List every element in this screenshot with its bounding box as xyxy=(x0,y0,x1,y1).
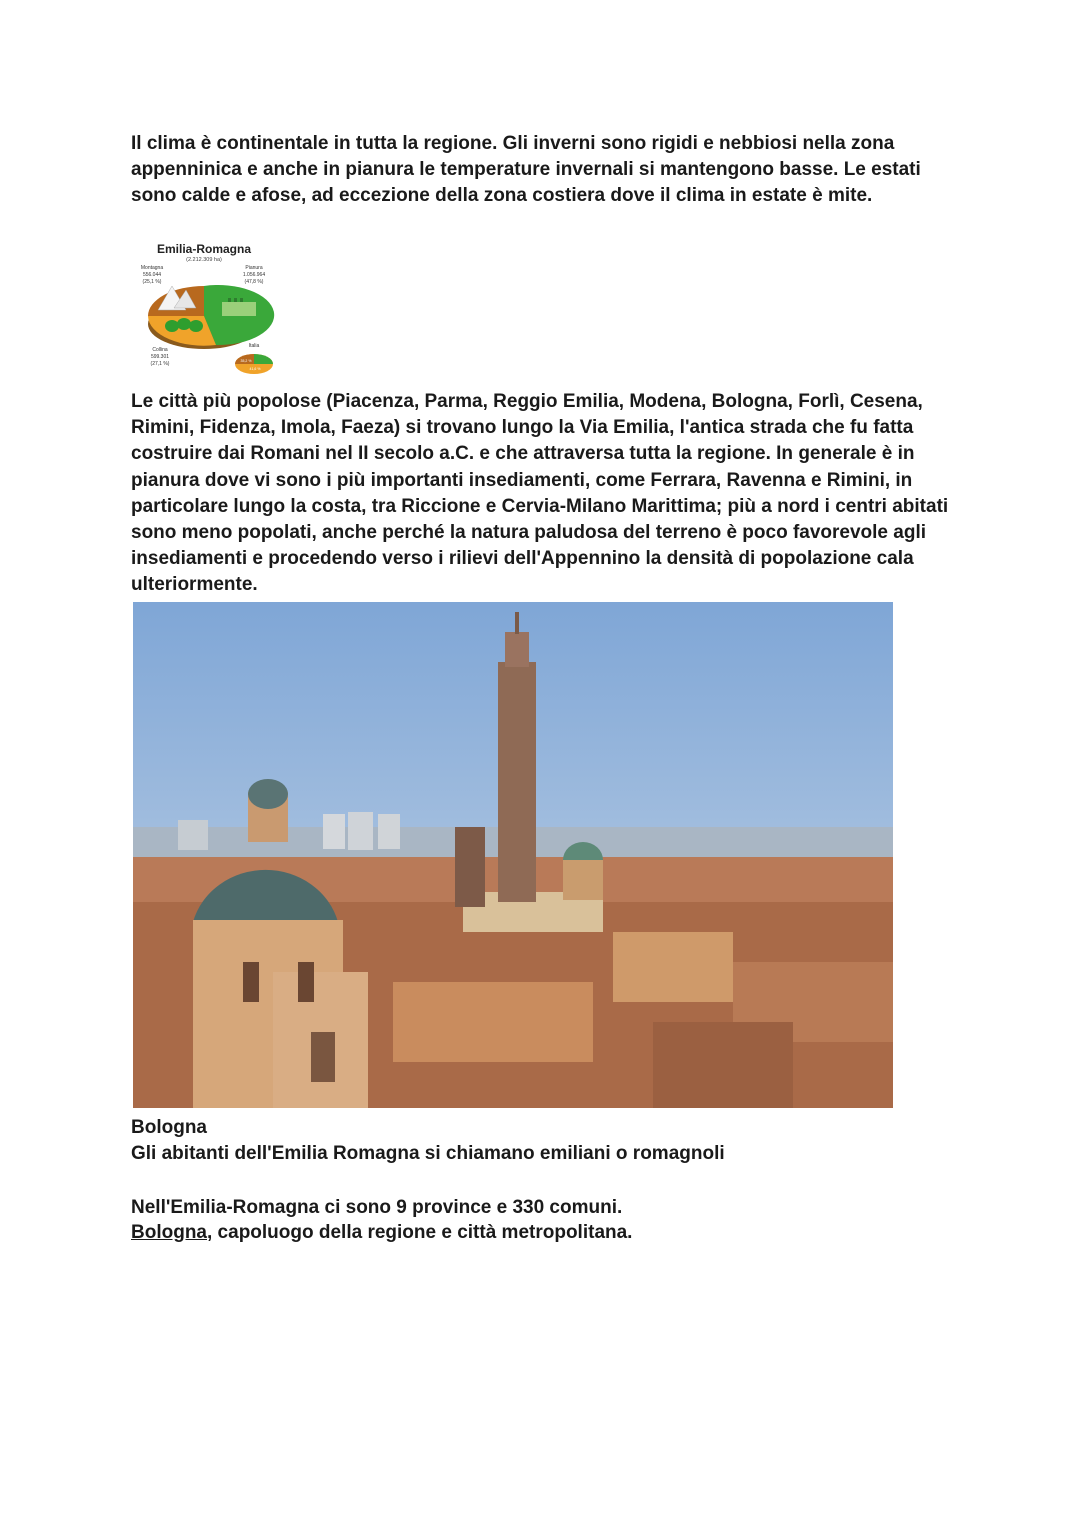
climate-paragraph: Il clima è continentale in tutta la regione. Gli inverni sono rigidi e nebbiosi nella zona appenninica e anche in pianura le temperature invernali si mantengono basse. Le estati sono calde e afose, ad eccezione della zona costiera dove il clima in estate è mite. xyxy=(131,133,921,207)
italy-inset-pie xyxy=(235,354,273,374)
bologna-photo xyxy=(133,602,893,1108)
slice-percent-pianura: (47,8 %) xyxy=(244,279,264,285)
slice-label-pianura: Pianura xyxy=(245,265,263,271)
slice-percent-collina: (27,1 %) xyxy=(150,361,170,367)
photo-caption: Bologna xyxy=(131,1117,207,1138)
slice-value-collina: 599.301 xyxy=(150,354,170,360)
slice-label-collina: Collina xyxy=(152,347,168,353)
slice-value-pianura: 1.056.964 xyxy=(242,272,266,278)
slice-percent-montagna: (25,1 %) xyxy=(142,279,162,285)
chart-title: Emilia-Romagna xyxy=(156,242,252,256)
provinces-text: Nell'Emilia-Romagna ci sono 9 province e 330 comuni. xyxy=(131,1197,623,1218)
slice-label-montagna: Montagna xyxy=(140,265,164,271)
cities-paragraph: Le città più popolose (Piacenza, Parma, Reggio Emilia, Modena, Bologna, Forlì, Cesena, Rimini, Fidenza, Imola, Faeza) si trovano lungo la Via Emilia, l'antica strada che fu fatta costruire dai Romani nel II secolo a.C. e che attraversa tutta la regione. In generale è in pianura dove vi sono i più importanti insediamenti, come Ferrara, Ravenna e Rimini, in particolare lungo la costa, tra Riccione e Cervia-Milano Marittima; più a nord i centri abitati sono meno popolati, anche perché la natura paludosa del terreno è poco favorevole agli insediamenti e procedendo verso i rilievi dell'Appennino la densità di popolazione cala ulteriormente. xyxy=(131,391,949,596)
chart-subtitle: (2.212.309 ha) xyxy=(186,257,222,263)
capital-text xyxy=(131,1221,632,1245)
land-use-pie-chart xyxy=(136,240,282,376)
inset-value-2: 41,6 % xyxy=(249,367,261,371)
inset-label: Italia xyxy=(248,343,260,349)
slice-value-montagna: 556.044 xyxy=(142,272,162,278)
bologna-link[interactable]: Bologna, xyxy=(131,1222,213,1243)
capital-description: capoluogo della regione e città metropolitana. xyxy=(212,1222,633,1243)
inhabitants-text: Gli abitanti dell'Emilia Romagna si chiamano emiliani o romagnoli xyxy=(131,1143,725,1164)
inset-value-1: 35,2 % xyxy=(240,359,252,363)
